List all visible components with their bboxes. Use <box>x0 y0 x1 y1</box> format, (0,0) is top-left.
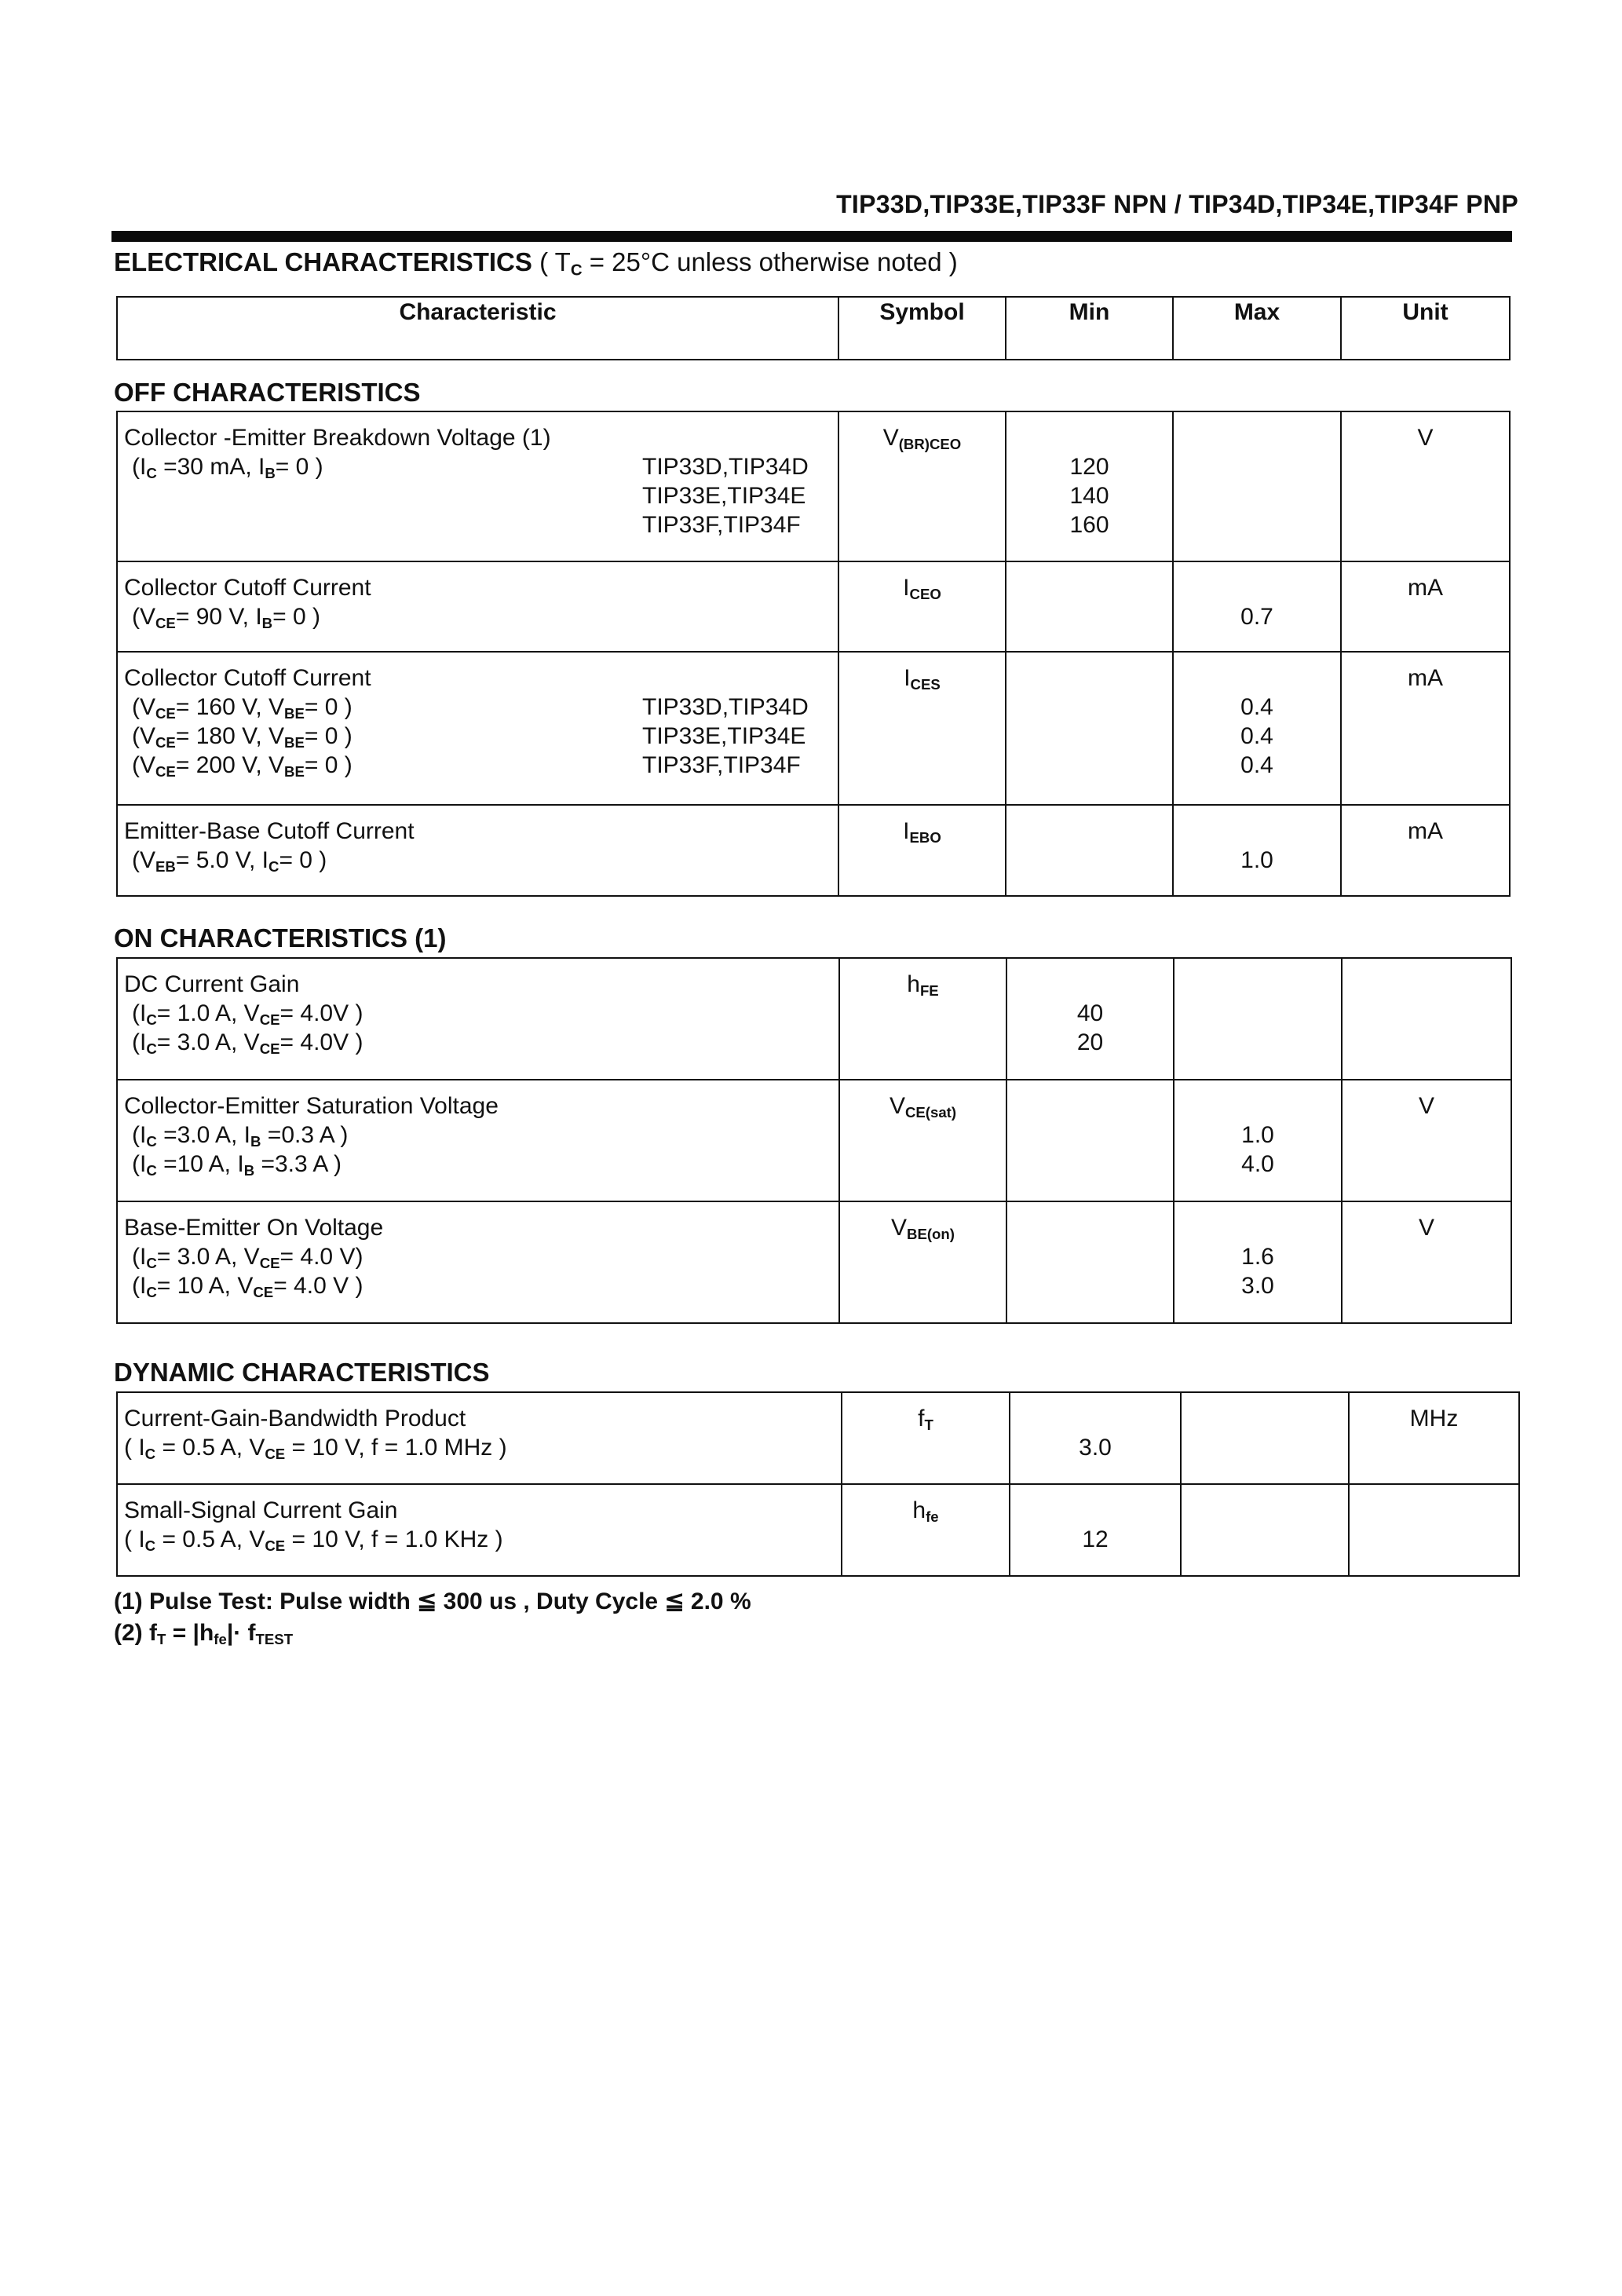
test-condition: ($I_C =10$ A, $I_B =3.3$ A ) <box>132 1151 342 1179</box>
symbol-cell: $I_{CEO}$ <box>838 561 1006 652</box>
max-cell: 0.4 0.4 0.4 <box>1173 652 1341 805</box>
test-condition: ($I_C =3.0$ A, $I_B =0.3$ A ) <box>132 1122 349 1150</box>
header-min: Min <box>1006 297 1173 360</box>
unit-cell: V <box>1341 411 1510 561</box>
characteristic-name: Collector-Emitter Saturation Voltage <box>124 1093 499 1119</box>
test-condition: ($I_C= 1.0$ A, $V_{CE}= 4.0V$ ) <box>132 1000 363 1029</box>
symbol-cell: $V_{(BR)CEO}$ <box>838 411 1006 561</box>
max-cell: 1.0 4.0 <box>1174 1080 1342 1201</box>
table-row <box>117 1484 1519 1576</box>
header-symbol: Symbol <box>838 297 1006 360</box>
symbol-cell: $V_{BE(on)}$ <box>839 1201 1006 1323</box>
characteristic-name: Collector -Emitter Breakdown Voltage (1) <box>124 425 551 451</box>
test-condition: ($V_{CE}= 160$ V, $V_{BE}= 0$ ) <box>132 694 353 722</box>
min-cell <box>1006 1080 1174 1201</box>
footnote-1: (1) Pulse Test: Pulse width ≦ 300 us , Duty Cycle ≦ 2.0 % <box>114 1589 751 1614</box>
symbol-cell: $h_{FE}$ <box>839 958 1006 1080</box>
column-header-table <box>116 296 1511 360</box>
min-cell <box>1006 1201 1174 1323</box>
characteristic-cell <box>117 1080 839 1201</box>
characteristic-name: Collector Cutoff Current <box>124 665 371 691</box>
test-condition: ($I_C =30$ mA, $I_B= 0$ ) <box>132 454 323 482</box>
symbol-cell: $V_{CE(sat)}$ <box>839 1080 1006 1201</box>
table-row <box>117 1080 1511 1201</box>
off-characteristics-title: OFF CHARACTERISTICS <box>114 378 421 407</box>
max-cell: 1.6 3.0 <box>1174 1201 1342 1323</box>
max-cell <box>1174 958 1342 1080</box>
unit-cell: mA <box>1341 805 1510 896</box>
unit-cell: mA <box>1341 652 1510 805</box>
header-max: Max <box>1173 297 1341 360</box>
on-characteristics-table <box>116 957 1512 1324</box>
symbol-cell: $h_{fe}$ <box>842 1484 1010 1576</box>
table-row <box>117 561 1510 652</box>
test-condition: ($I_C= 10$ A, $V_{CE}= 4.0$ V ) <box>132 1273 363 1301</box>
max-cell: 1.0 <box>1173 805 1341 896</box>
unit-cell: mA <box>1341 561 1510 652</box>
min-cell: 3.0 <box>1010 1392 1181 1484</box>
max-cell <box>1181 1392 1349 1484</box>
unit-cell: MHz <box>1349 1392 1519 1484</box>
characteristic-cell <box>117 1201 839 1323</box>
min-cell: 12 <box>1010 1484 1181 1576</box>
min-cell <box>1006 652 1173 805</box>
symbol-cell: $f_T$ <box>842 1392 1010 1484</box>
characteristic-cell <box>117 805 838 896</box>
test-condition: ( $I_C = 0.5$ A, $V_{CE} = 10$ V, f = 1.0 MHz ) <box>124 1435 507 1463</box>
electrical-characteristics-title: ELECTRICAL CHARACTERISTICS ( $T_C = 25^\circ C$ unless otherwise noted ) <box>114 247 958 280</box>
min-cell: 120 140 160 <box>1006 411 1173 561</box>
unit-cell: V <box>1342 1080 1511 1201</box>
test-condition: ($V_{CE}= 90$ V, $I_B= 0$ ) <box>132 604 320 632</box>
off-characteristics-table <box>116 411 1511 897</box>
characteristic-cell <box>117 1484 842 1576</box>
characteristic-name: Current-Gain-Bandwidth Product <box>124 1406 466 1431</box>
max-cell: 0.7 <box>1173 561 1341 652</box>
footnote-2: (2) $f_T = |h_{fe}|\cdot f_{TEST}$ <box>114 1620 294 1648</box>
characteristic-cell <box>117 958 839 1080</box>
unit-cell: V <box>1342 1201 1511 1323</box>
characteristic-name: Collector Cutoff Current <box>124 575 371 601</box>
min-cell: 40 20 <box>1006 958 1174 1080</box>
table-row <box>117 1392 1519 1484</box>
table-row <box>117 958 1511 1080</box>
test-condition: ($V_{EB}= 5.0$ V, $I_C= 0$ ) <box>132 847 327 876</box>
dynamic-characteristics-title: DYNAMIC CHARACTERISTICS <box>114 1358 490 1387</box>
header-rule <box>111 231 1512 242</box>
document-header-title: TIP33D,TIP33E,TIP33F NPN / TIP34D,TIP34E,TIP34F PNP <box>836 190 1518 218</box>
on-characteristics-title: ON CHARACTERISTICS (1) <box>114 923 447 952</box>
min-cell <box>1006 805 1173 896</box>
characteristic-cell <box>117 652 838 805</box>
max-cell <box>1173 411 1341 561</box>
table-row <box>117 805 1510 896</box>
test-condition: ( $I_C = 0.5$ A, $V_{CE} = 10$ V, f = 1.0 KHz ) <box>124 1526 503 1555</box>
dynamic-characteristics-table <box>116 1391 1520 1577</box>
characteristic-name: Small-Signal Current Gain <box>124 1497 398 1523</box>
test-condition: ($I_C= 3.0$ A, $V_{CE}= 4.0V$ ) <box>132 1029 363 1058</box>
test-condition: ($V_{CE}= 200$ V, $V_{BE}= 0$ ) <box>132 752 353 781</box>
test-condition: ($I_C= 3.0$ A, $V_{CE}= 4.0$ V) <box>132 1244 363 1272</box>
footnotes <box>114 1586 751 1649</box>
symbol-cell: $I_{EBO}$ <box>838 805 1006 896</box>
unit-cell <box>1342 958 1511 1080</box>
symbol-cell: $I_{CES}$ <box>838 652 1006 805</box>
device-list: TIP33D,TIP34D TIP33E,TIP34E TIP33F,TIP34F <box>642 694 809 778</box>
header-characteristic: Characteristic <box>117 297 838 360</box>
characteristic-name: Base-Emitter On Voltage <box>124 1215 384 1241</box>
device-list: TIP33D,TIP34D TIP33E,TIP34E TIP33F,TIP34F <box>642 454 809 538</box>
test-condition: ($V_{CE}= 180$ V, $V_{BE}= 0$ ) <box>132 723 353 751</box>
characteristic-cell <box>117 561 838 652</box>
header-unit: Unit <box>1341 297 1510 360</box>
characteristic-name: DC Current Gain <box>124 971 300 997</box>
table-row <box>117 1201 1511 1323</box>
characteristic-cell <box>117 1392 842 1484</box>
characteristic-name: Emitter-Base Cutoff Current <box>124 818 415 844</box>
max-cell <box>1181 1484 1349 1576</box>
min-cell <box>1006 561 1173 652</box>
characteristic-cell <box>117 411 838 561</box>
table-row <box>117 652 1510 805</box>
unit-cell <box>1349 1484 1519 1576</box>
table-row <box>117 411 1510 561</box>
